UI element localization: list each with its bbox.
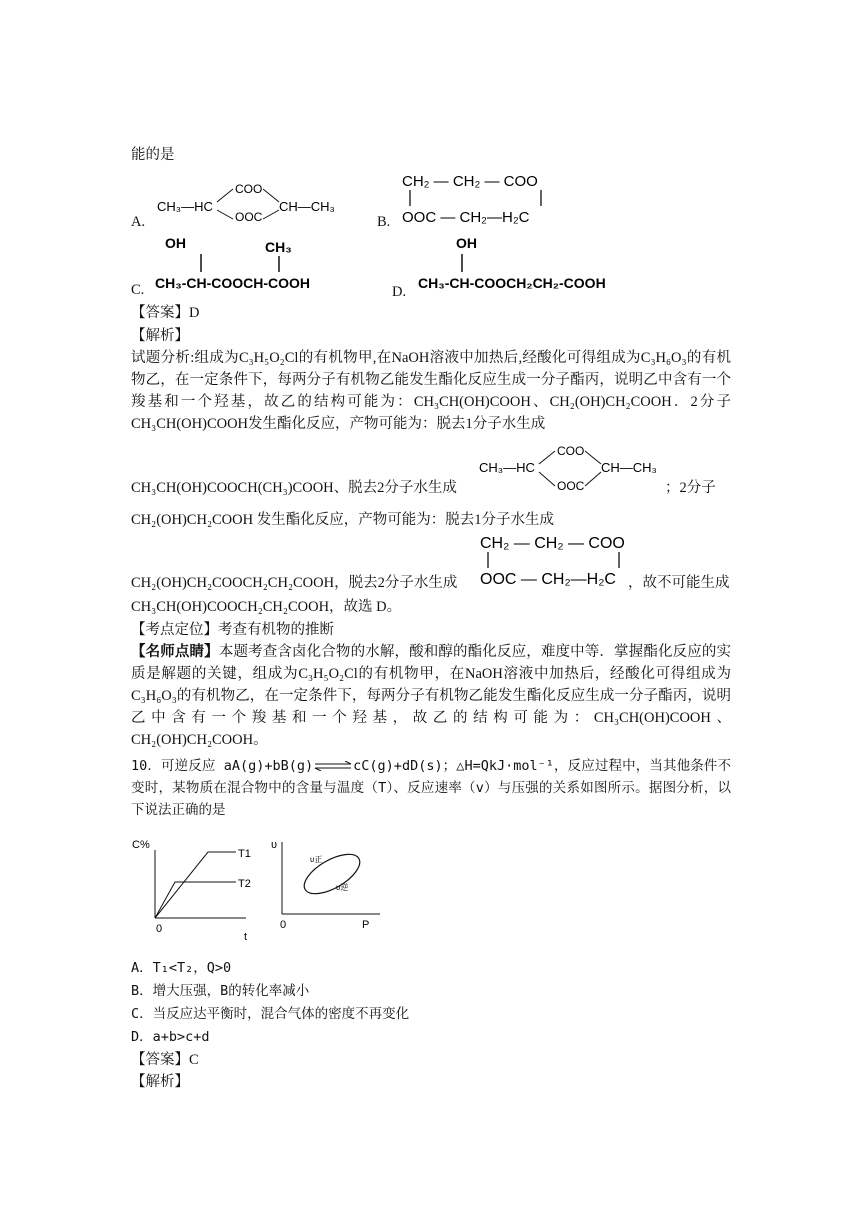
graph1-t2-label: T2 <box>238 878 251 890</box>
structure-c-oh: OH <box>165 235 186 251</box>
structure-a-right: CH—CH₃ <box>279 199 335 214</box>
rate-ellipse <box>298 846 366 901</box>
structure-c-ch3: CH₃ <box>265 239 292 255</box>
graph-rate-vs-pressure <box>268 830 398 945</box>
structure-a-top: COO <box>235 182 263 196</box>
inline-structure-b <box>478 528 638 590</box>
question-10 <box>131 755 731 821</box>
option-d-label: D. <box>392 284 407 300</box>
graph2-xlabel: P <box>362 919 370 931</box>
q10-option-d: D．a+b>c+d <box>131 1029 210 1045</box>
analysis-1-line4a: CH₃CH(OH)COOCH(CH₃)COOH、脱去2分子水生成 <box>131 480 457 496</box>
analysis-1-line6a: CH₂(OH)CH₂COOCH₂CH₂COOH，脱去2分子水生成 <box>131 575 458 591</box>
equilibrium-arrow-icon <box>313 761 353 771</box>
graph2-ylabel: υ <box>271 839 278 851</box>
graph2-vni-label: υ逆 <box>336 883 349 892</box>
inline-structure-a <box>477 440 667 494</box>
graph1-origin: 0 <box>156 923 163 935</box>
structure-d <box>418 232 658 294</box>
answer-1: 【答案】D <box>131 305 200 321</box>
graph-content-vs-time <box>128 830 268 945</box>
inline-b-row2: OOC — CH₂—H₂C <box>480 571 616 588</box>
answer-2: 【答案】C <box>131 1052 199 1068</box>
analysis-1-line4b: ；2分子 <box>665 480 716 496</box>
structure-a-left: CH₃—HC <box>157 199 213 214</box>
question-10-part-a: 10．可逆反应 aA(g)+bB(g) <box>131 758 314 774</box>
structure-b-row1: CH₂ — CH₂ — COO <box>402 173 538 190</box>
q10-option-c: C．当反应达平衡时，混合气体的密度不再变化 <box>131 1006 410 1022</box>
option-a-label: A. <box>131 214 146 230</box>
question-10-part-b: cC(g)+dD(s)；△H=QkJ·mol⁻¹，反应过程中，当其他条件不变时，某物质在混合物中的含量与温度（T）、反应速率（v）与压强的关系如图所示。据图分析，以下说法正确的是 <box>131 758 731 818</box>
inline-a-left: CH₃—HC <box>479 460 535 475</box>
graph2-origin: 0 <box>280 919 287 931</box>
structure-b-row2: OOC — CH₂—H₂C <box>402 209 530 226</box>
inline-b-row1: CH₂ — CH₂ — COO <box>480 535 625 552</box>
analysis-2-heading: 【解析】 <box>131 1074 189 1090</box>
graph1-ylabel: C% <box>132 839 150 851</box>
graph1-xlabel: t <box>244 931 248 943</box>
inline-a-right: CH—CH₃ <box>601 460 657 475</box>
curve-t1 <box>155 852 236 918</box>
inline-a-top: COO <box>557 444 585 458</box>
intro-text: 能的是 <box>131 147 175 163</box>
analysis-1-line5: CH₂(OH)CH₂COOH 发生酯化反应，产物可能为：脱去1分子水生成 <box>131 512 554 528</box>
mingshi-body: 本题考查含卤化合物的水解，酸和醇的酯化反应，难度中等．掌握酯化反应的实质是解题的关键，组成为C₃H₅O₂Cl的有机物甲，在NaOH溶液中加热后，经酸化可得组成为C₃H₆O₃的有机物乙，在一定条件下，每两分子有机物乙能发生酯化反应生成一分子酯丙，说明乙中含有一个羧基和一个羟基，故乙的结构可能为：CH₃CH(OH)COOH、CH₂(OH)CH₂COOH。 <box>131 644 731 748</box>
q10-option-a: A．T₁<T₂，Q>0 <box>131 960 232 976</box>
structure-d-main: CH₃-CH-COOCH₂CH₂-COOH <box>418 275 606 291</box>
option-b-label: B. <box>377 214 391 230</box>
curve-t2 <box>155 882 236 918</box>
analysis-1-heading: 【解析】 <box>131 328 189 344</box>
structure-d-oh: OH <box>456 235 477 251</box>
kaodian-text: 【考点定位】考查有机物的推断 <box>131 622 334 638</box>
analysis-1-line7: CH₃CH(OH)COOCH₂CH₂COOH，故选 D。 <box>131 599 402 615</box>
structure-c <box>155 232 365 294</box>
analysis-1-paragraph: 试题分析:组成为C₃H₅O₂Cl的有机物甲,在NaOH溶液中加热后,经酸化可得组成为C₃H₆O₃的有机物乙，在一定条件下，每两分子有机物乙能发生酯化反应生成一分子酯丙，说明乙中含有一个羧基和一个羟基，故乙的结构可能为：CH₃CH(OH)COOH、CH₂(OH)CH₂COOH．2分子CH₃CH(OH)COOH发生酯化反应，产物可能为：脱去1分子水生成 <box>131 350 731 432</box>
q10-option-b: B．增大压强，B的转化率减小 <box>131 983 310 999</box>
structure-a-bottom: OOC <box>235 210 263 223</box>
graph1-t1-label: T1 <box>238 848 251 860</box>
mingshi-heading: 【名师点睛】 <box>131 644 219 660</box>
mingshi-paragraph <box>131 641 731 751</box>
option-c-label: C. <box>131 282 145 298</box>
structure-c-main: CH₃-CH-COOCH-COOH <box>155 275 311 291</box>
graph2-vzheng-label: υ正 <box>310 855 323 864</box>
structure-a <box>155 175 345 223</box>
inline-a-bottom: OOC <box>557 479 585 493</box>
structure-b <box>400 168 560 228</box>
analysis-1-line6b: ，故不可能生成 <box>628 575 730 591</box>
